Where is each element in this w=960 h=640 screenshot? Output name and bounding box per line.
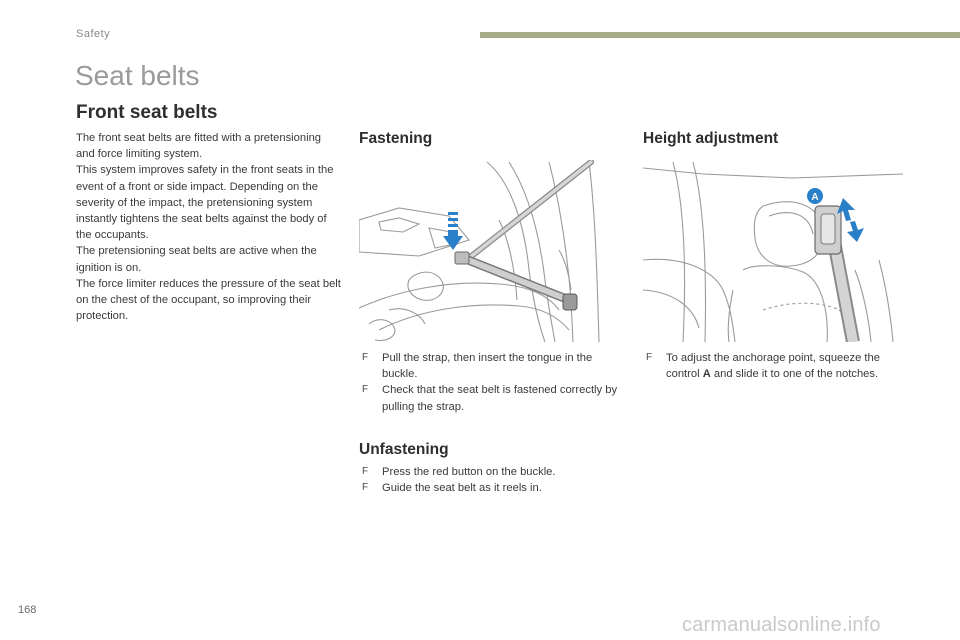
height-adjustment-title: Height adjustment xyxy=(643,130,779,147)
intro-paragraph: The force limiter reduces the pressure of the seat belt on the chest of the occupant, so improving their protection. xyxy=(76,277,341,323)
step-text: Pull the strap, then insert the tongue in the buckle. xyxy=(382,352,593,381)
list-item xyxy=(359,480,621,496)
bullet-icon: F xyxy=(362,384,369,396)
header-bar xyxy=(480,32,960,38)
fastening-steps xyxy=(359,350,621,415)
list-item xyxy=(359,382,621,414)
list-item xyxy=(643,350,908,382)
fastening-title: Fastening xyxy=(359,130,433,147)
unfastening-steps xyxy=(359,464,621,496)
height-adjustment-steps xyxy=(643,350,908,382)
fastening-illustration xyxy=(359,160,617,342)
callout-label: A xyxy=(811,192,819,203)
control-letter: A xyxy=(702,368,711,381)
section-label: Safety xyxy=(76,28,111,40)
step-text: Press the red button on the buckle. xyxy=(382,466,556,478)
bullet-icon: F xyxy=(362,352,369,363)
intro-paragraph: The pretensioning seat belts are active when the ignition is on. xyxy=(76,245,317,274)
bullet-icon: F xyxy=(646,352,653,363)
bullet-icon: F xyxy=(362,482,369,494)
callout-a-icon xyxy=(807,188,823,204)
unfastening-title: Unfastening xyxy=(359,441,449,458)
list-item xyxy=(359,350,621,382)
page-number: 168 xyxy=(18,604,37,616)
intro-paragraph: The front seat belts are fitted with a pretensioning and force limiting system. xyxy=(76,132,322,161)
intro-paragraph: This system improves safety in the front seats in the event of a front or side impact. Depending on the severity of the impact, the pretensioning system instantly tightens the seat belts against the body of the occupants. xyxy=(76,164,334,242)
step-text: Check that the seat belt is fastened correctly by pulling the strap. xyxy=(382,384,618,413)
list-item xyxy=(359,464,621,480)
step-text-prefix: To adjust the anchorage point, squeeze the control xyxy=(666,352,880,381)
bullet-icon: F xyxy=(362,466,369,477)
watermark: carmanualsonline.info xyxy=(682,614,881,636)
chapter-title: Seat belts xyxy=(75,60,200,91)
step-text: Guide the seat belt as it reels in. xyxy=(382,482,542,495)
intro-text xyxy=(76,130,341,324)
section-title: Front seat belts xyxy=(76,102,218,123)
step-text-suffix: and slide it to one of the notches. xyxy=(713,368,879,381)
height-adjustment-illustration xyxy=(643,160,903,342)
